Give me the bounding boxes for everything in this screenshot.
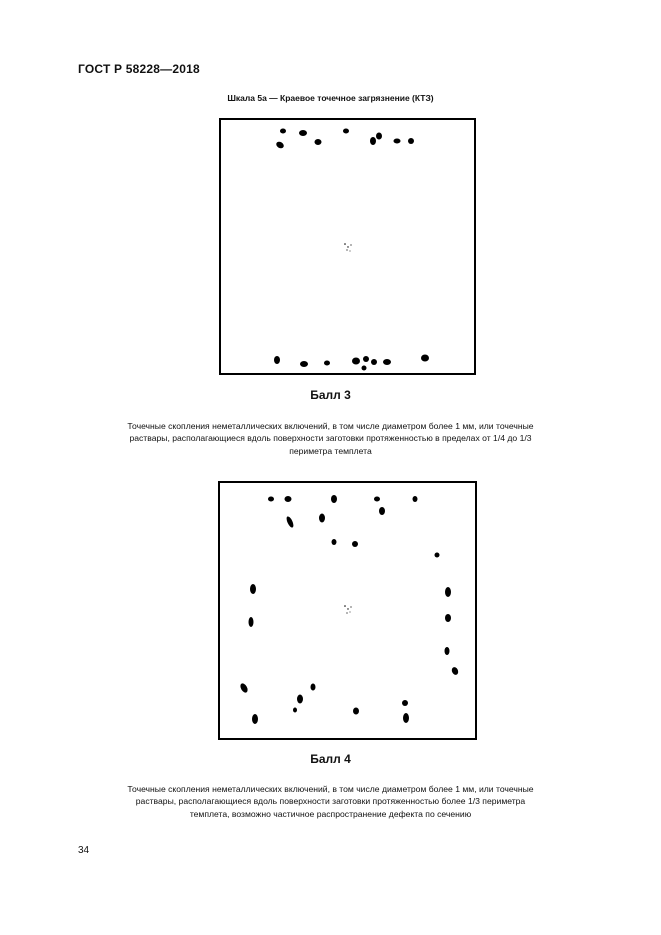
grade-3-label: Балл 3: [310, 388, 351, 402]
grade-4-label: Балл 4: [310, 752, 351, 766]
specimen-spots-grade-4: [220, 483, 475, 738]
specimen-spots-grade-3: [221, 120, 474, 373]
scale-title: Шкала 5а — Краевое точечное загрязнение (КТЗ): [227, 93, 434, 103]
grade-4-description: Точечные скопления неметаллических включений, в том числе диаметром более 1 мм, или точечные раствары, располагающиеся вдоль поверхности заготовки протяженностью более 1/3 периметра темплета, возможно частичное распространение дефекта по сечению: [127, 784, 534, 819]
specimen-image-grade-3: [219, 118, 476, 375]
standard-header: ГОСТ Р 58228—2018: [78, 62, 200, 76]
page-number: 34: [78, 845, 90, 856]
specimen-image-grade-4: [218, 481, 477, 740]
grade-3-description: Точечные скопления неметаллических включений, в том числе диаметром более 1 мм, или точечные раствары, располагающиеся вдоль поверхности заготовки протяженностью в пределах от 1/4 до 1/3 периметра темплета: [127, 421, 534, 456]
